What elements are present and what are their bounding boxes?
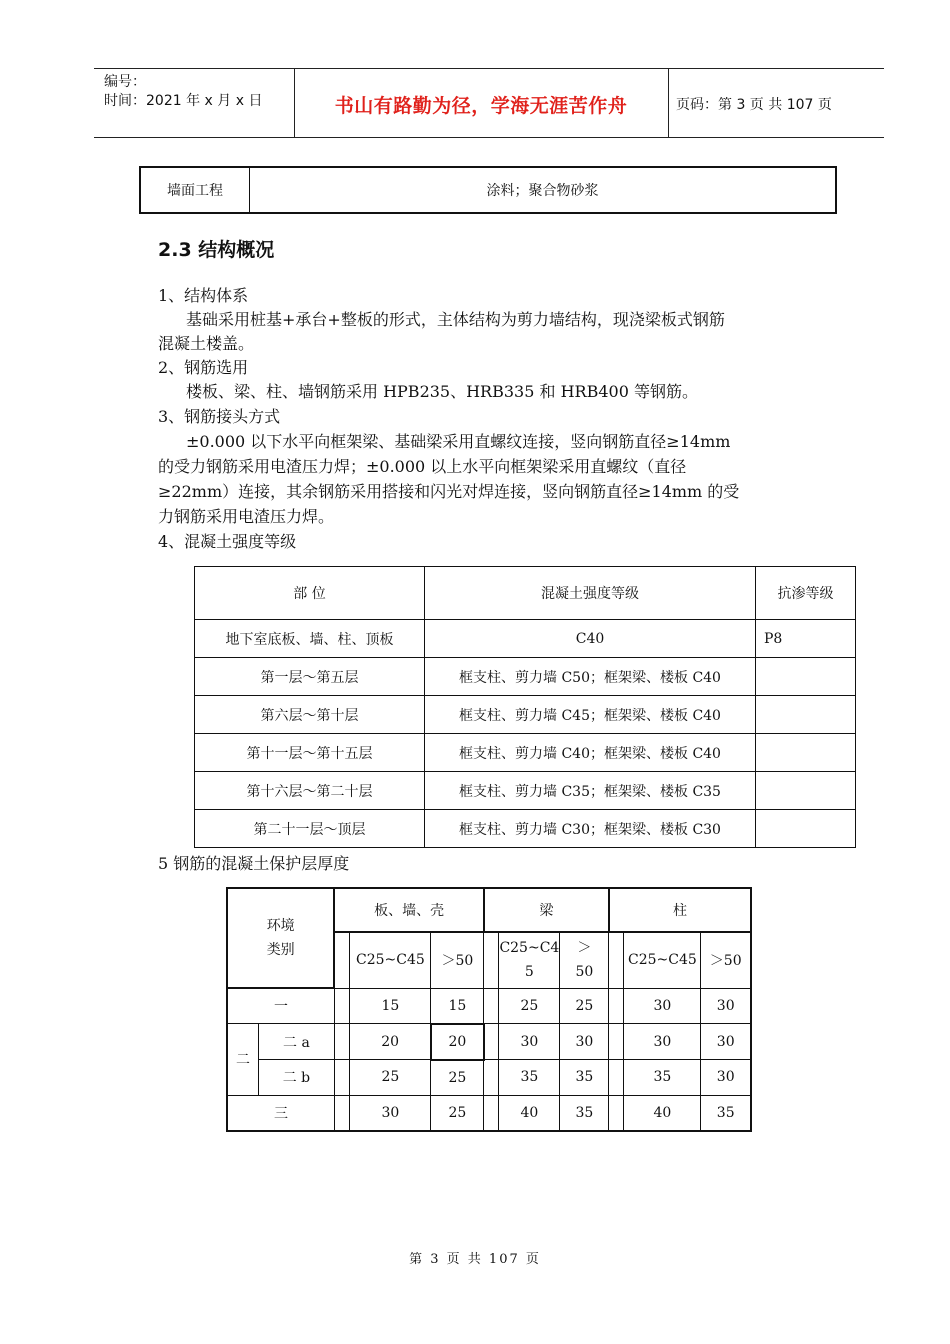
group-header-cell: 板、墙、壳 (334, 888, 484, 932)
sub-header-cell: C25~C4 5 (499, 932, 560, 988)
table-cell: 35 (499, 1060, 560, 1096)
para-line: 混凝土楼盖。 (158, 334, 255, 353)
spacer-cell (484, 1095, 499, 1131)
sub-header-cell: C25~C45 (350, 932, 431, 988)
table-cell (756, 734, 856, 772)
table-cell: 25 (350, 1060, 431, 1096)
env-cell: 二 (227, 1024, 259, 1096)
env-sub-cell: 二 b (259, 1060, 335, 1096)
para-heading: 4、混凝土强度等级 (158, 532, 297, 551)
table-cell: 35 (560, 1060, 609, 1096)
table-cell: 第十六层～第二十层 (195, 772, 425, 810)
header-motto: 书山有路勤为径，学海无涯苦作舟 (334, 95, 628, 117)
table-cell: C40 (425, 620, 756, 658)
spacer-cell (484, 932, 499, 988)
table-cell: 框支柱、剪力墙 C45；框架梁、楼板 C40 (425, 696, 756, 734)
para-line: ±0.000 以下水平向框架梁、基础梁采用直螺纹连接，竖向钢筋直径≥14mm (186, 432, 731, 451)
cover-thickness-table (226, 887, 752, 1132)
section-title: 2.3 结构概况 (158, 239, 275, 261)
sub-header-cell: C25~C45 (624, 932, 701, 988)
spacer-cell (334, 988, 350, 1024)
spacer-cell (609, 988, 624, 1024)
table-cell: 30 (624, 988, 701, 1024)
table-cell: 框支柱、剪力墙 C30；框架梁、楼板 C30 (425, 810, 756, 848)
table-cell (756, 810, 856, 848)
table-cell: 15 (350, 988, 431, 1024)
table-cell: 25 (560, 988, 609, 1024)
table-cell: 第二十一层～顶层 (195, 810, 425, 848)
group-header-cell: 梁 (484, 888, 609, 932)
spacer-cell (484, 1060, 499, 1096)
code-label: 编号： (104, 74, 146, 90)
table-cell: 35 (701, 1095, 751, 1131)
page-footer: 第 3 页 共 107 页 (409, 1252, 541, 1267)
header-divider (668, 69, 669, 137)
table-cell: 地下室底板、墙、柱、顶板 (195, 620, 425, 658)
table-cell: 40 (624, 1095, 701, 1131)
time-label: 时间：2021 年 x 月 x 日 (104, 93, 263, 109)
header-meta (104, 73, 262, 111)
table-cell: 25 (431, 1095, 484, 1131)
table-cell: 30 (560, 1024, 609, 1060)
spacer-cell (334, 932, 350, 988)
para-line: ≥22mm）连接，其余钢筋采用搭接和闪光对焊连接，竖向钢筋直径≥14mm 的受 (158, 482, 740, 501)
para-line: 力钢筋采用电渣压力焊。 (158, 507, 335, 526)
table-cell: 35 (560, 1095, 609, 1131)
table-cell: 框支柱、剪力墙 C40；框架梁、楼板 C40 (425, 734, 756, 772)
para-heading: 1、结构体系 (158, 286, 249, 305)
sub-header-cell: ＞50 (701, 932, 751, 988)
table-cell: 25 (499, 988, 560, 1024)
table-cell: 30 (350, 1095, 431, 1131)
spacer-cell (484, 1024, 499, 1060)
table-cell: 20 (350, 1024, 431, 1060)
group-header-cell: 柱 (609, 888, 751, 932)
para-heading: 2、钢筋选用 (158, 358, 249, 377)
table-cell: 30 (701, 1060, 751, 1096)
table-cell: 第十一层～第十五层 (195, 734, 425, 772)
table-cell: P8 (756, 620, 856, 658)
spacer-cell (609, 1095, 624, 1131)
finish-value: 涂料；聚合物砂浆 (250, 167, 837, 213)
table-header-cell: 部 位 (195, 567, 425, 620)
para-line: 的受力钢筋采用电渣压力焊；±0.000 以上水平向框架梁采用直螺纹（直径 (158, 457, 687, 476)
para-heading: 5 钢筋的混凝土保护层厚度 (158, 854, 350, 873)
env-sub-cell: 二 a (259, 1024, 335, 1060)
table-cell: 框支柱、剪力墙 C35；框架梁、楼板 C35 (425, 772, 756, 810)
table-cell: 30 (701, 988, 751, 1024)
para-line: 基础采用桩基+承台+整板的形式，主体结构为剪力墙结构，现浇梁板式钢筋 (186, 310, 725, 329)
env-header-cell: 环境 类别 (227, 888, 334, 988)
table-cell (756, 658, 856, 696)
table-cell: 第一层～第五层 (195, 658, 425, 696)
header-page-number: 页码：第 3 页 共 107 页 (676, 97, 832, 113)
spacer-cell (609, 1060, 624, 1096)
page-header (94, 68, 884, 138)
para-line: 楼板、梁、柱、墙钢筋采用 HPB235、HRB335 和 HRB400 等钢筋。 (186, 382, 698, 401)
table-cell: 框支柱、剪力墙 C50；框架梁、楼板 C40 (425, 658, 756, 696)
table-cell: 30 (624, 1024, 701, 1060)
table-cell: 30 (701, 1024, 751, 1060)
spacer-cell (334, 1024, 350, 1060)
env-cell: 三 (227, 1095, 334, 1131)
spacer-cell (609, 932, 624, 988)
spacer-cell (334, 1060, 350, 1096)
spacer-cell (609, 1024, 624, 1060)
finish-table (139, 166, 837, 214)
table-cell: 40 (499, 1095, 560, 1131)
table-header-cell: 混凝土强度等级 (425, 567, 756, 620)
table-cell: 35 (624, 1060, 701, 1096)
env-cell: 一 (227, 988, 334, 1024)
para-heading: 3、钢筋接头方式 (158, 407, 281, 426)
sub-header-cell: ＞50 (431, 932, 484, 988)
table-cell (756, 772, 856, 810)
table-cell: 第六层～第十层 (195, 696, 425, 734)
spacer-cell (334, 1095, 350, 1131)
sub-header-cell: ＞ 50 (560, 932, 609, 988)
table-header-cell: 抗渗等级 (756, 567, 856, 620)
table-cell (756, 696, 856, 734)
table-cell: 15 (431, 988, 484, 1024)
table-cell: 25 (431, 1060, 484, 1096)
spacer-cell (484, 988, 499, 1024)
concrete-strength-table (194, 566, 856, 848)
table-cell: 20 (431, 1024, 484, 1060)
finish-label: 墙面工程 (140, 167, 250, 213)
table-cell: 30 (499, 1024, 560, 1060)
